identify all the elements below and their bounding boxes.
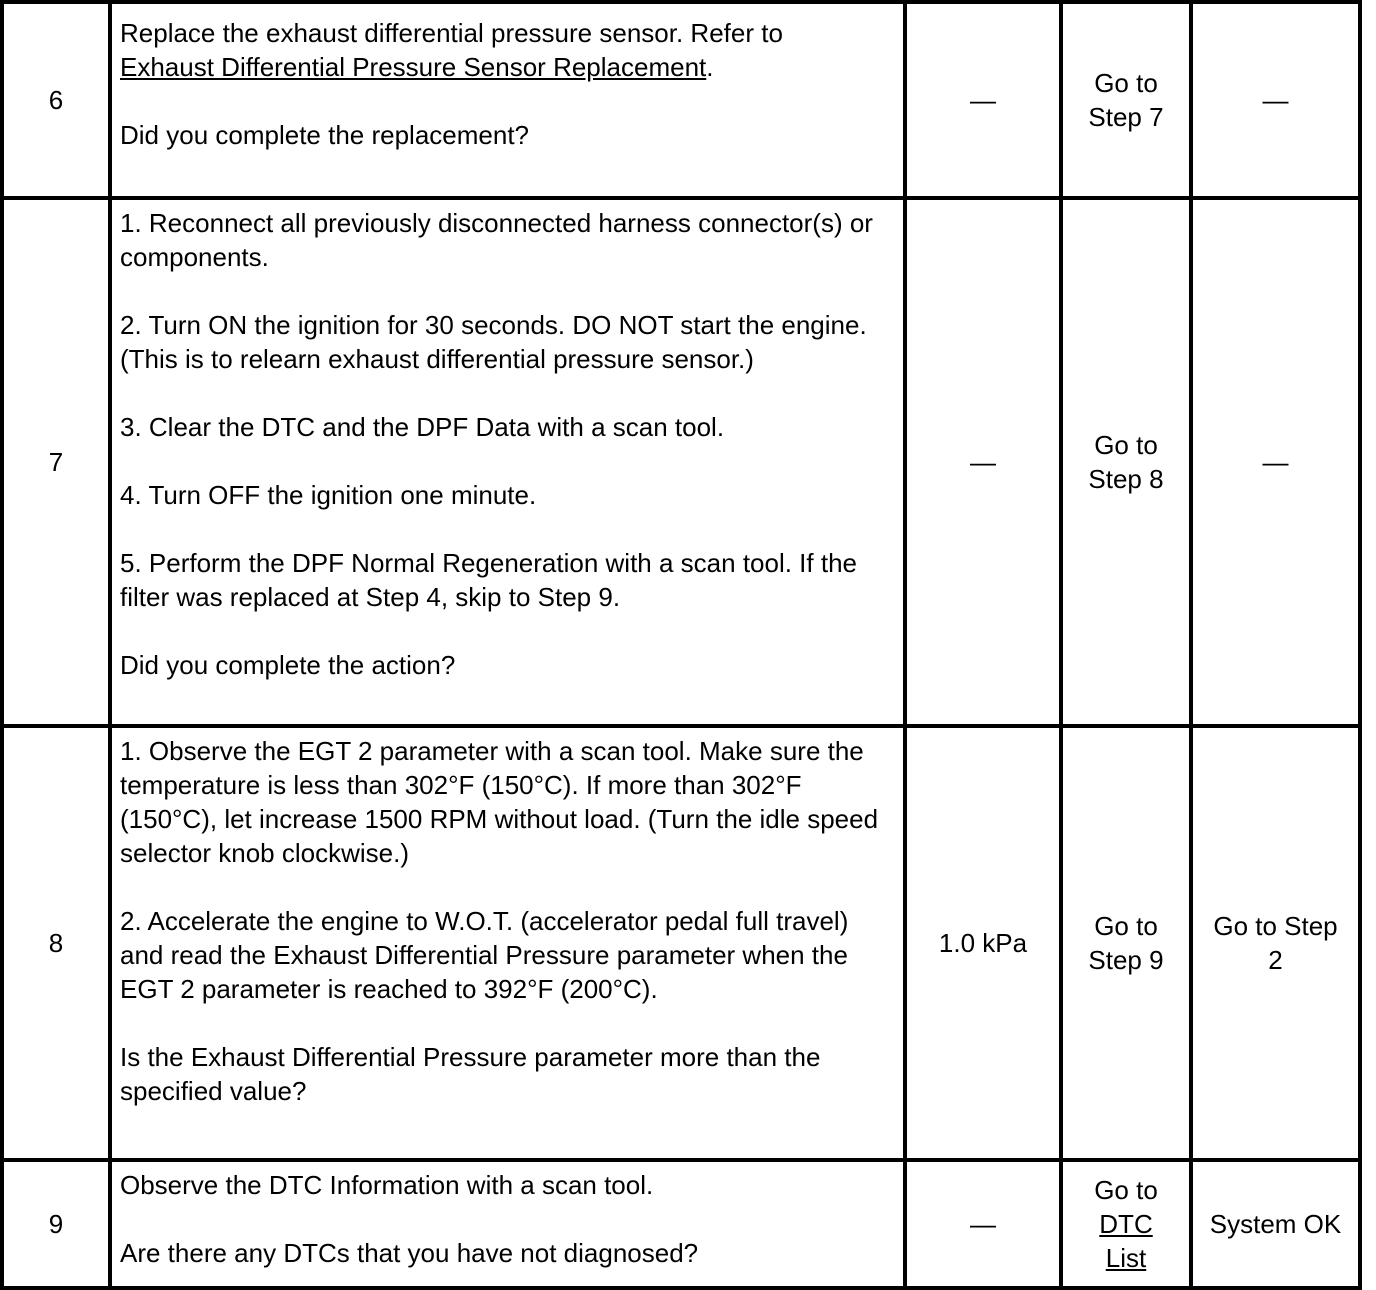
replacement-procedure-link[interactable]: Exhaust Differential Pressure Sensor Replacement bbox=[120, 52, 707, 82]
yes-step: Step 7 bbox=[1088, 102, 1164, 132]
action-cell bbox=[110, 198, 905, 726]
yes-goto: Go to bbox=[1094, 68, 1158, 98]
action-text bbox=[120, 16, 895, 84]
yes-step: Step 8 bbox=[1088, 464, 1164, 494]
action-cell bbox=[110, 726, 905, 1160]
action-cell bbox=[110, 2, 905, 198]
yes-goto: Go to bbox=[1094, 1175, 1158, 1205]
yes-goto: Go to bbox=[1094, 430, 1158, 460]
step-number: 7 bbox=[2, 198, 110, 726]
action-item: 1. Reconnect all previously disconnected harness connector(s) or components. bbox=[120, 208, 873, 272]
no-cell: System OK bbox=[1191, 1160, 1360, 1288]
value-cell: — bbox=[905, 1160, 1061, 1288]
no-cell: — bbox=[1191, 2, 1360, 198]
action-item: 2. Accelerate the engine to W.O.T. (accelerator pedal full travel) and read the Exhaust Differential Pressure parameter when the EGT 2 parameter is reached to 392°F (200°C). bbox=[120, 906, 849, 1004]
dtc-list-link[interactable]: List bbox=[1105, 1243, 1147, 1273]
table-row bbox=[2, 2, 1360, 198]
step-number: 6 bbox=[2, 2, 110, 198]
yes-goto: Go to bbox=[1094, 911, 1158, 941]
value-cell: 1.0 kPa bbox=[905, 726, 1061, 1160]
action-cell bbox=[110, 1160, 905, 1288]
action-text: Observe the DTC Information with a scan tool. bbox=[120, 1170, 654, 1200]
yes-cell bbox=[1061, 1160, 1191, 1288]
action-question: Are there any DTCs that you have not diagnosed? bbox=[120, 1238, 699, 1268]
value-cell: — bbox=[905, 198, 1061, 726]
table-row bbox=[2, 1160, 1360, 1288]
yes-cell bbox=[1061, 198, 1191, 726]
action-item: 2. Turn ON the ignition for 30 seconds. DO NOT start the engine. (This is to relearn exhaust differential pressure sensor.) bbox=[120, 310, 867, 374]
action-line: Replace the exhaust differential pressure sensor. Refer to bbox=[120, 18, 783, 48]
dtc-list-link[interactable]: DTC bbox=[1099, 1209, 1153, 1239]
table-row bbox=[2, 198, 1360, 726]
yes-cell bbox=[1061, 726, 1191, 1160]
action-item: 5. Perform the DPF Normal Regeneration with a scan tool. If the filter was replaced at Step 4, skip to Step 9. bbox=[120, 548, 858, 612]
step-number: 9 bbox=[2, 1160, 110, 1288]
action-item: 3. Clear the DTC and the DPF Data with a scan tool. bbox=[120, 412, 725, 442]
no-cell: — bbox=[1191, 198, 1360, 726]
table-row bbox=[2, 726, 1360, 1160]
no-cell bbox=[1191, 726, 1360, 1160]
action-item: 1. Observe the EGT 2 parameter with a scan tool. Make sure the temperature is less than 302°F (150°C). If more than 302°F (150°C), let increase 1500 RPM without load. (Turn the idle speed selector knob clockwise.) bbox=[120, 736, 879, 868]
yes-step: Step 9 bbox=[1088, 945, 1164, 975]
action-item: 4. Turn OFF the ignition one minute. bbox=[120, 480, 537, 510]
yes-cell bbox=[1061, 2, 1191, 198]
step-number: 8 bbox=[2, 726, 110, 1160]
action-question: Did you complete the replacement? bbox=[120, 120, 530, 150]
action-question: Did you complete the action? bbox=[120, 650, 456, 680]
no-goto: Go to Step bbox=[1213, 911, 1338, 941]
value-cell: — bbox=[905, 2, 1061, 198]
no-step: 2 bbox=[1268, 945, 1283, 975]
action-question: Is the Exhaust Differential Pressure parameter more than the specified value? bbox=[120, 1042, 821, 1106]
action-punctuation: . bbox=[706, 52, 714, 82]
